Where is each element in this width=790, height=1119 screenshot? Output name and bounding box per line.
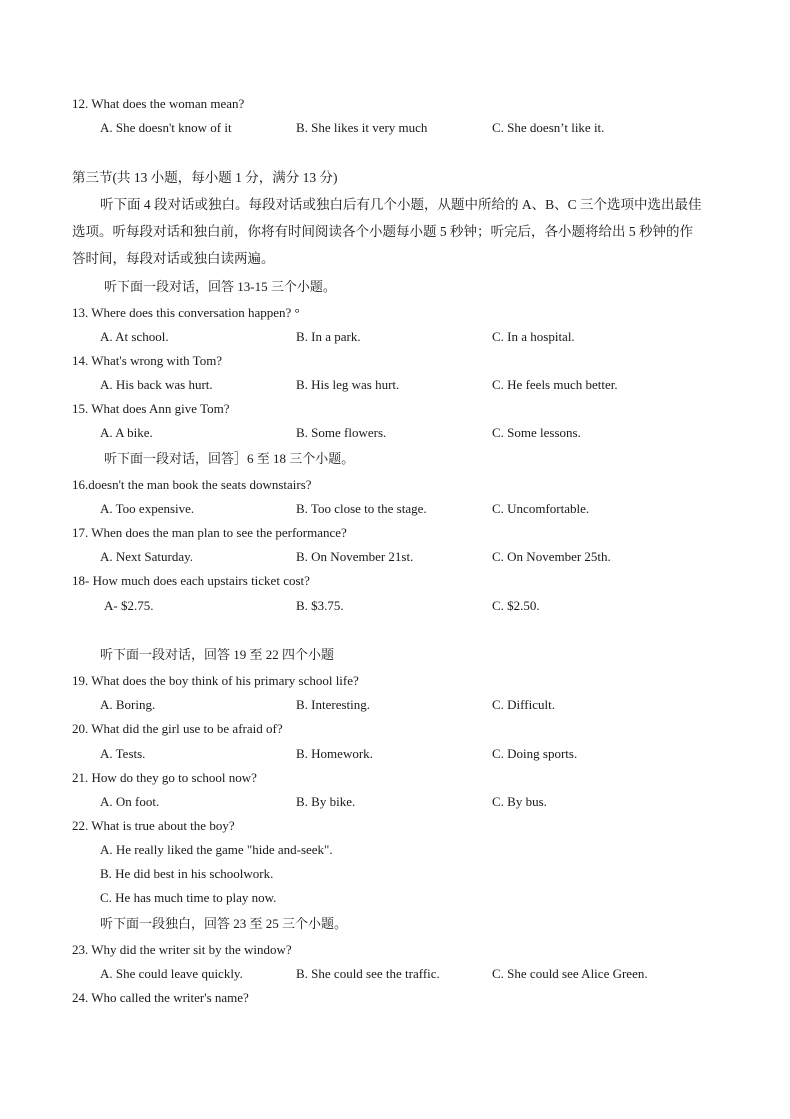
dialogue-instruction-2: 听下面一段对话，回答］6 至 18 三个小题。 <box>104 451 355 466</box>
question-21-stem: 21. How do they go to school now? <box>72 770 257 785</box>
question-21-option-c: C. By bus. <box>492 794 547 809</box>
question-18-option-b: B. $3.75. <box>296 598 344 613</box>
section-instructions-line-2: 选项。听每段对话和独白前，你将有时间阅读各个小题每小题 5 秒钟；听完后，各小题将给出 5 秒钟的作 <box>72 224 693 239</box>
question-18-stem: 18- How much does each upstairs ticket cost? <box>72 573 310 588</box>
question-15-option-b: B. Some flowers. <box>296 425 387 440</box>
question-23-option-b: B. She could see the traffic. <box>296 966 440 981</box>
question-21-option-a: A. On foot. <box>100 794 160 809</box>
question-15-stem: 15. What does Ann give Tom? <box>72 401 230 416</box>
question-18-option-a: A- $2.75. <box>104 598 154 613</box>
question-22-option-b: B. He did best in his schoolwork. <box>100 866 274 881</box>
question-23-option-c: C. She could see Alice Green. <box>492 966 648 981</box>
question-17-option-c: C. On November 25th. <box>492 549 611 564</box>
question-17-option-a: A. Next Saturday. <box>100 549 194 564</box>
question-16-option-b: B. Too close to the stage. <box>296 501 427 516</box>
question-13-stem: 13. Where does this conversation happen? ° <box>72 305 300 320</box>
question-14-option-a: A. His back was hurt. <box>100 377 213 392</box>
section-instructions-line-3: 答时间，每段对话或独白读两遍。 <box>72 251 275 266</box>
question-14-stem: 14. What's wrong with Tom? <box>72 353 223 368</box>
section-heading: 第三节(共 13 小题，每小题 1 分，满分 13 分) <box>72 170 338 185</box>
question-16-option-c: C. Uncomfortable. <box>492 501 590 516</box>
dialogue-instruction-1: 听下面一段对话，回答 13-15 三个小题。 <box>104 279 336 294</box>
dialogue-instruction-3: 听下面一段对话，回答 19 至 22 四个小题 <box>100 647 335 662</box>
section-instructions-line-1: 听下面 4 段对话或独白。每段对话或独白后有几个小题，从题中所给的 A、B、C 三个选项中选出最佳 <box>100 197 702 212</box>
question-12-option-c: C. She doesn’t like it. <box>492 120 605 135</box>
monologue-instruction: 听下面一段独白，回答 23 至 25 三个小题。 <box>100 916 348 931</box>
question-15-option-a: A. A bike. <box>100 425 153 440</box>
question-20-stem: 20. What did the girl use to be afraid of? <box>72 721 283 736</box>
question-16-option-a: A. Too expensive. <box>100 501 195 516</box>
question-19-stem: 19. What does the boy think of his primary school life? <box>72 673 359 688</box>
question-20-option-c: C. Doing sports. <box>492 746 578 761</box>
question-15-option-c: C. Some lessons. <box>492 425 581 440</box>
question-16-stem: 16.doesn't the man book the seats downstairs? <box>72 477 312 492</box>
question-12-option-a: A. She doesn't know of it <box>100 120 232 135</box>
question-19-option-b: B. Interesting. <box>296 697 371 712</box>
question-17-stem: 17. When does the man plan to see the performance? <box>72 525 347 540</box>
question-19-option-a: A. Boring. <box>100 697 156 712</box>
question-17-option-b: B. On November 21st. <box>296 549 414 564</box>
question-22-stem: 22. What is true about the boy? <box>72 818 235 833</box>
question-20-option-a: A. Tests. <box>100 746 146 761</box>
question-14-option-b: B. His leg was hurt. <box>296 377 400 392</box>
question-14-option-c: C. He feels much better. <box>492 377 618 392</box>
question-24-stem: 24. Who called the writer's name? <box>72 990 249 1005</box>
question-23-stem: 23. Why did the writer sit by the window? <box>72 942 292 957</box>
question-12-stem: 12. What does the woman mean? <box>72 96 245 111</box>
question-13-option-a: A. At school. <box>100 329 169 344</box>
question-18-option-c: C. $2.50. <box>492 598 540 613</box>
question-23-option-a: A. She could leave quickly. <box>100 966 243 981</box>
question-12-option-b: B. She likes it very much <box>296 120 428 135</box>
question-21-option-b: B. By bike. <box>296 794 356 809</box>
question-13-option-c: C. In a hospital. <box>492 329 575 344</box>
question-19-option-c: C. Difficult. <box>492 697 555 712</box>
question-22-option-c: C. He has much time to play now. <box>100 890 277 905</box>
question-22-option-a: A. He really liked the game "hide and-seek". <box>100 842 333 857</box>
question-20-option-b: B. Homework. <box>296 746 373 761</box>
question-13-option-b: B. In a park. <box>296 329 361 344</box>
